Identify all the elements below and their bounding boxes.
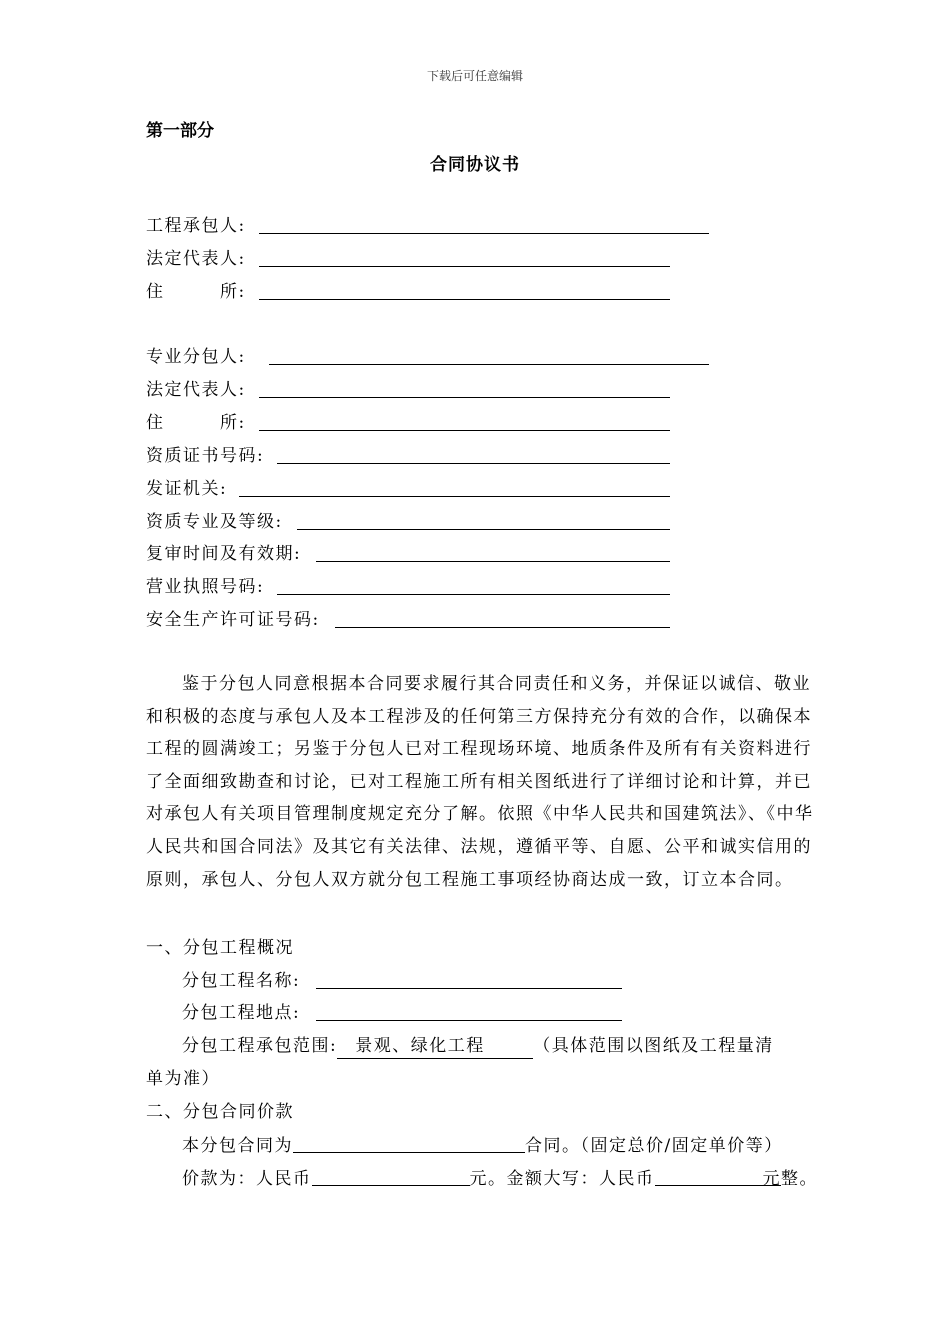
sub-addr-blank[interactable] <box>259 430 670 431</box>
sub-review-blank[interactable] <box>316 561 670 562</box>
project-name-blank[interactable] <box>316 988 622 989</box>
sub-review-field <box>146 541 301 567</box>
price-suffix: 整。 <box>781 1169 818 1189</box>
section2-title: 二、分包合同价款 <box>146 1102 294 1122</box>
project-scope-label: 分包工程承包范围: <box>182 1036 338 1056</box>
sub-safety-field <box>146 607 320 633</box>
sub-addr-field <box>146 410 246 436</box>
sub-license-field <box>146 574 264 600</box>
sub-review-label: 复审时间及有效期: <box>146 544 302 564</box>
sub-issuer-field <box>146 476 227 502</box>
sub-grade-label: 资质专业及等级: <box>146 512 283 532</box>
contractor-rep-label: 法定代表人: <box>146 249 246 269</box>
part-title: 第一部分 <box>146 121 214 141</box>
contractor-addr-blank[interactable] <box>259 299 670 300</box>
sub-rep-blank[interactable] <box>259 397 670 398</box>
sub-cert-blank[interactable] <box>277 463 670 464</box>
sub-grade-field <box>146 509 283 535</box>
sub-cert-field <box>146 443 264 469</box>
sub-grade-blank[interactable] <box>297 529 670 530</box>
contract-type-prefix: 本分包合同为 <box>182 1136 293 1156</box>
sub-license-label: 营业执照号码: <box>146 577 265 597</box>
contractor-addr-label: 住 所: <box>146 282 246 302</box>
sub-rep-field <box>146 377 246 403</box>
sub-name-field <box>146 344 246 370</box>
section1-title: 一、分包工程概况 <box>146 938 294 958</box>
sub-safety-blank[interactable] <box>335 627 670 628</box>
document-title: 合同协议书 <box>430 155 520 175</box>
sub-issuer-label: 发证机关: <box>146 479 228 499</box>
price-words-blank[interactable] <box>655 1165 763 1186</box>
preamble-paragraph: 鉴于分包人同意根据本合同要求履行其合同责任和义务，并保证以诚信、敬业和积极的态度与承包人及本工程涉及的任何第三方保持充分有效的合作，以确保本工程的圆满竣工；另鉴于分包人已对工程现场环境、地质条件及所有有关资料进行了全面细致勘查和讨论，已对工程施工所有相关图纸进行了详细讨论和计算，并已对承包人有关项目管理制度规定充分了解。依照《中华人民共和国建筑法》、《中华人民共和国合同法》及其它有关法律、法规，遵循平等、自愿、公平和诚实信用的原则，承包人、分包人双方就分包工程施工事项经协商达成一致，订立本合同。 <box>146 674 814 890</box>
price-mid: 元。金额大写：人民币 <box>469 1169 655 1189</box>
sub-rep-label: 法定代表人: <box>146 380 246 400</box>
project-location-field <box>182 1000 300 1026</box>
sub-name-blank[interactable] <box>269 364 709 365</box>
project-location-label: 分包工程地点: <box>182 1003 301 1023</box>
sub-name-label: 专业分包人: <box>146 347 246 367</box>
project-name-label: 分包工程名称: <box>182 971 301 991</box>
sub-safety-label: 安全生产许可证号码: <box>146 610 320 630</box>
contractor-rep-blank[interactable] <box>259 266 670 267</box>
contractor-name-blank[interactable] <box>259 233 709 234</box>
contractor-name-label: 工程承包人: <box>146 216 246 236</box>
project-scope-note: （具体范围以图纸及工程量清 <box>533 1036 774 1056</box>
contract-price-field <box>182 1165 818 1192</box>
project-scope-field <box>182 1033 774 1059</box>
project-location-blank[interactable] <box>316 1020 622 1021</box>
sub-issuer-blank[interactable] <box>239 496 670 497</box>
contractor-addr-field <box>146 279 246 305</box>
sub-addr-label: 住 所: <box>146 413 246 433</box>
sub-cert-label: 资质证书号码: <box>146 446 265 466</box>
contract-type-suffix: 合同。（固定总价/固定单价等） <box>525 1136 783 1156</box>
sub-license-blank[interactable] <box>277 594 670 595</box>
contract-type-blank[interactable] <box>293 1132 525 1153</box>
price-unit: 元 <box>762 1169 781 1189</box>
price-prefix: 价款为：人民币 <box>182 1169 312 1189</box>
contract-type-field <box>182 1132 783 1159</box>
contractor-name-field <box>146 213 246 239</box>
project-scope-value[interactable]: 景观、绿化工程 <box>337 1034 533 1059</box>
project-scope-note-continued: 单为准） <box>146 1069 220 1089</box>
project-name-field <box>182 968 300 994</box>
page-header: 下载后可任意编辑 <box>426 69 523 83</box>
price-number-blank[interactable] <box>312 1165 470 1186</box>
contractor-rep-field <box>146 246 246 272</box>
